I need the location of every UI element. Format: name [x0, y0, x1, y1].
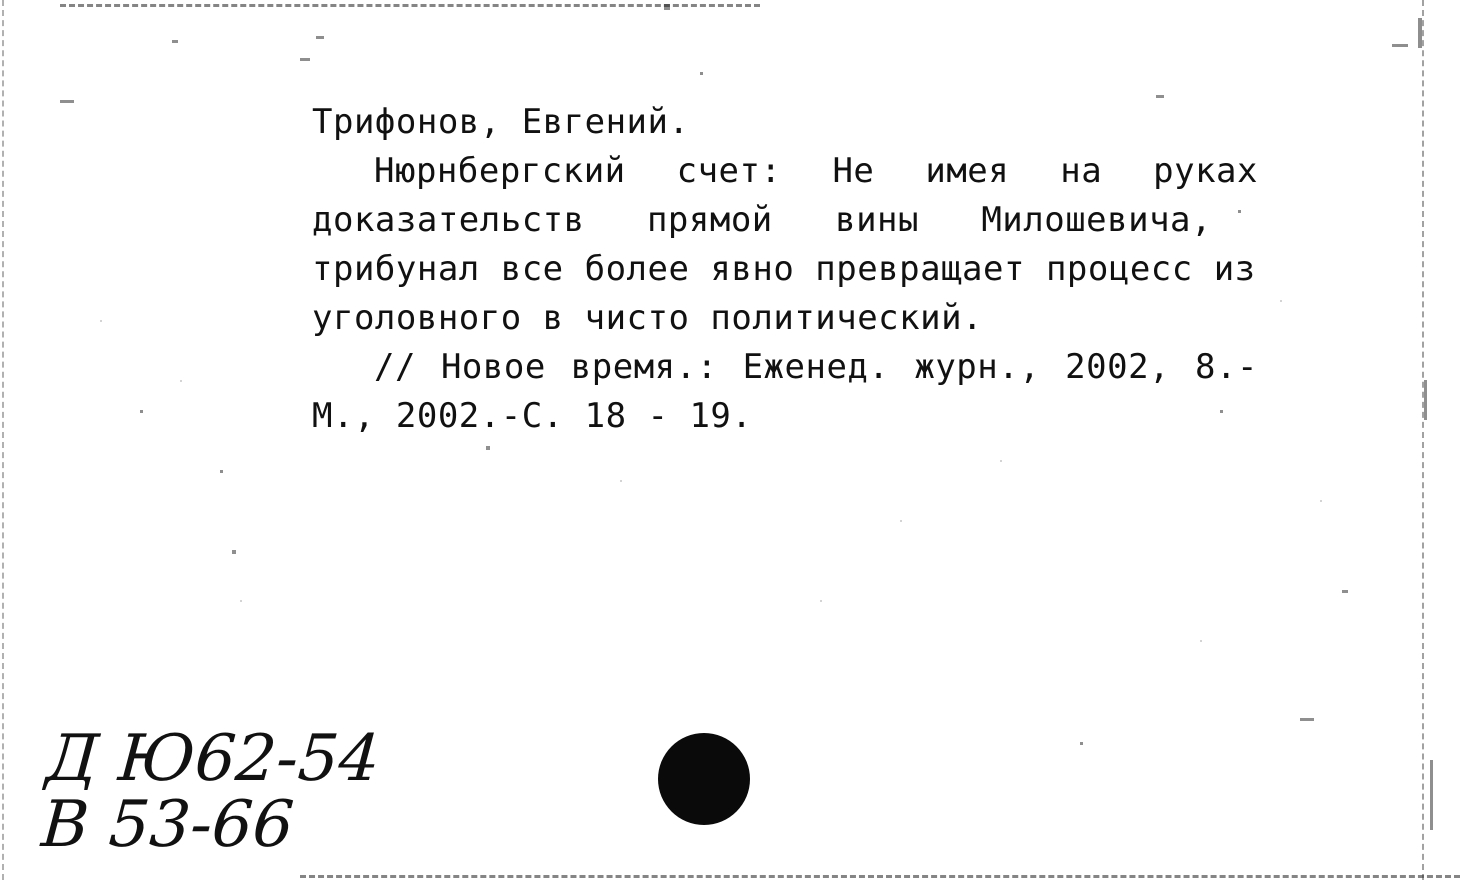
title-line-4: уголовного в чисто политический.: [312, 298, 984, 338]
bibliographic-entry: [312, 98, 1258, 441]
source-line-1: [312, 343, 1258, 392]
title-word: счет:: [676, 151, 782, 191]
title-word: вины: [835, 200, 919, 240]
title-word: Нюрнбергский: [374, 151, 626, 191]
source-line-2: М., 2002.-С. 18 - 19.: [312, 396, 753, 436]
author-line: Трифонов, Евгений.: [312, 102, 690, 142]
title-line-1: [312, 147, 1258, 196]
source-word: Новое: [440, 347, 546, 387]
handwritten-shelf-mark: [39, 722, 383, 862]
source-word: 2002,: [1065, 347, 1171, 387]
source-word: журн.,: [914, 347, 1041, 387]
card-edge-top: [60, 4, 760, 7]
title-word: руках: [1153, 151, 1258, 191]
shelf-mark-line-1: Д Ю62-54: [43, 722, 383, 796]
title-word: Не: [832, 151, 875, 191]
title-word: прямой: [646, 200, 773, 240]
source-word: Еженед.: [742, 347, 890, 387]
source-word: 8.-: [1195, 347, 1258, 387]
shelf-mark-line-2: В 53-66: [39, 788, 297, 862]
source-word: время.:: [570, 347, 718, 387]
card-edge-left: [2, 0, 4, 880]
title-line-2: [312, 196, 1212, 245]
source-word: //: [374, 347, 416, 387]
card-edge-right: [1422, 0, 1424, 880]
title-word: имея: [925, 151, 1010, 191]
title-word: доказательств: [312, 200, 585, 240]
title-line-3: трибунал все более явно превращает процесс из: [312, 249, 1256, 289]
title-word: Милошевича,: [981, 200, 1212, 240]
title-word: на: [1060, 151, 1103, 191]
card-edge-bottom: [300, 875, 1460, 878]
punch-hole: [658, 733, 750, 825]
